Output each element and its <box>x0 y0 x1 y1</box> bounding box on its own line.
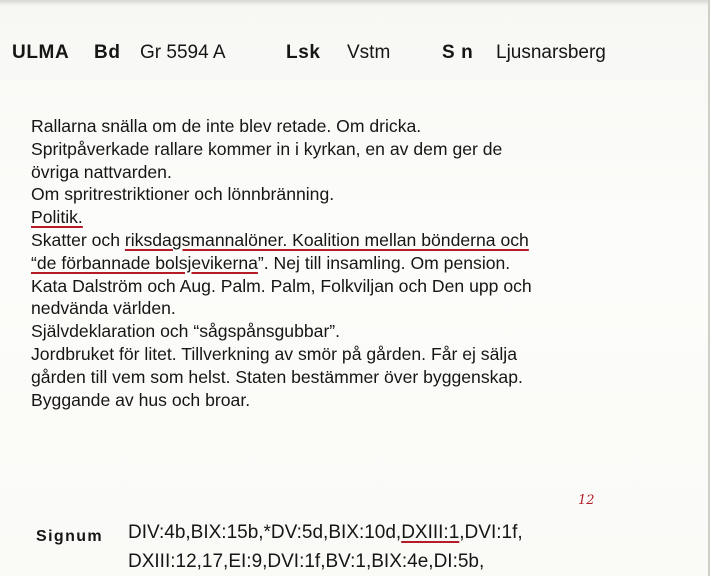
politik-heading <box>31 206 701 229</box>
signum-row <box>128 518 523 547</box>
body-line: nedvända världen. <box>31 298 176 319</box>
body-line-underlined <box>31 252 701 275</box>
parish-label: S n <box>442 42 474 63</box>
line-segment: Skatter och <box>31 229 125 250</box>
body-line: Spritpåverkade rallare kommer in i kyrkan, en av dem ger de <box>31 138 503 159</box>
signum-codes-text: ,DVI:1f, <box>459 522 523 543</box>
line-segment: ”. Nej till insamling. Om pension. <box>257 252 511 273</box>
signum-row: DXIII:12,17,EI:9,DVI:1f,BV:1,BIX:4e,DI:5b, <box>128 551 485 572</box>
card-body <box>31 115 701 411</box>
politik-underlined: Politik. <box>31 207 83 228</box>
handwritten-note: 12 <box>578 493 595 508</box>
card-top-edge <box>0 0 710 6</box>
volume-value: Gr 5594 A <box>140 42 226 63</box>
body-line: övriga nattvarden. <box>31 161 172 182</box>
signum-codes <box>128 518 523 576</box>
body-line: Byggande av hus och broar. <box>31 389 251 410</box>
signum-codes-text: DIV:4b,BIX:15b,*DV:5d,BIX:10d, <box>128 522 402 543</box>
body-line: Kata Dalström och Aug. Palm. Palm, Folkviljan och Den upp och <box>31 275 532 296</box>
underlined-segment: riksdagsmannalöner. Koalition mellan bönderna och <box>124 229 529 250</box>
parish-value: Ljusnarsberg <box>496 42 606 63</box>
signum-highlighted-code: DXIII:1 <box>401 522 460 543</box>
body-line: Rallarna snälla om de inte blev retade. Om dricka. <box>31 116 422 136</box>
province-label: Lsk <box>286 42 321 63</box>
body-line: gården till vem som helst. Staten bestämmer över byggenskap. <box>31 366 523 387</box>
body-line: Självdeklaration och “sågspånsgubbar”. <box>31 321 341 342</box>
province-value: Vstm <box>347 42 391 63</box>
volume-label: Bd <box>94 42 121 63</box>
signum-label: Signum <box>36 528 104 545</box>
body-line-underlined <box>31 229 701 252</box>
body-line: Jordbruket för litet. Tillverkning av smör på gården. Får ej sälja <box>31 343 517 364</box>
underlined-segment: “de förbannade bolsjevikerna <box>31 252 258 273</box>
body-line: Om spritrestriktioner och lönnbränning. <box>31 184 335 205</box>
archive-label: ULMA <box>12 42 70 63</box>
